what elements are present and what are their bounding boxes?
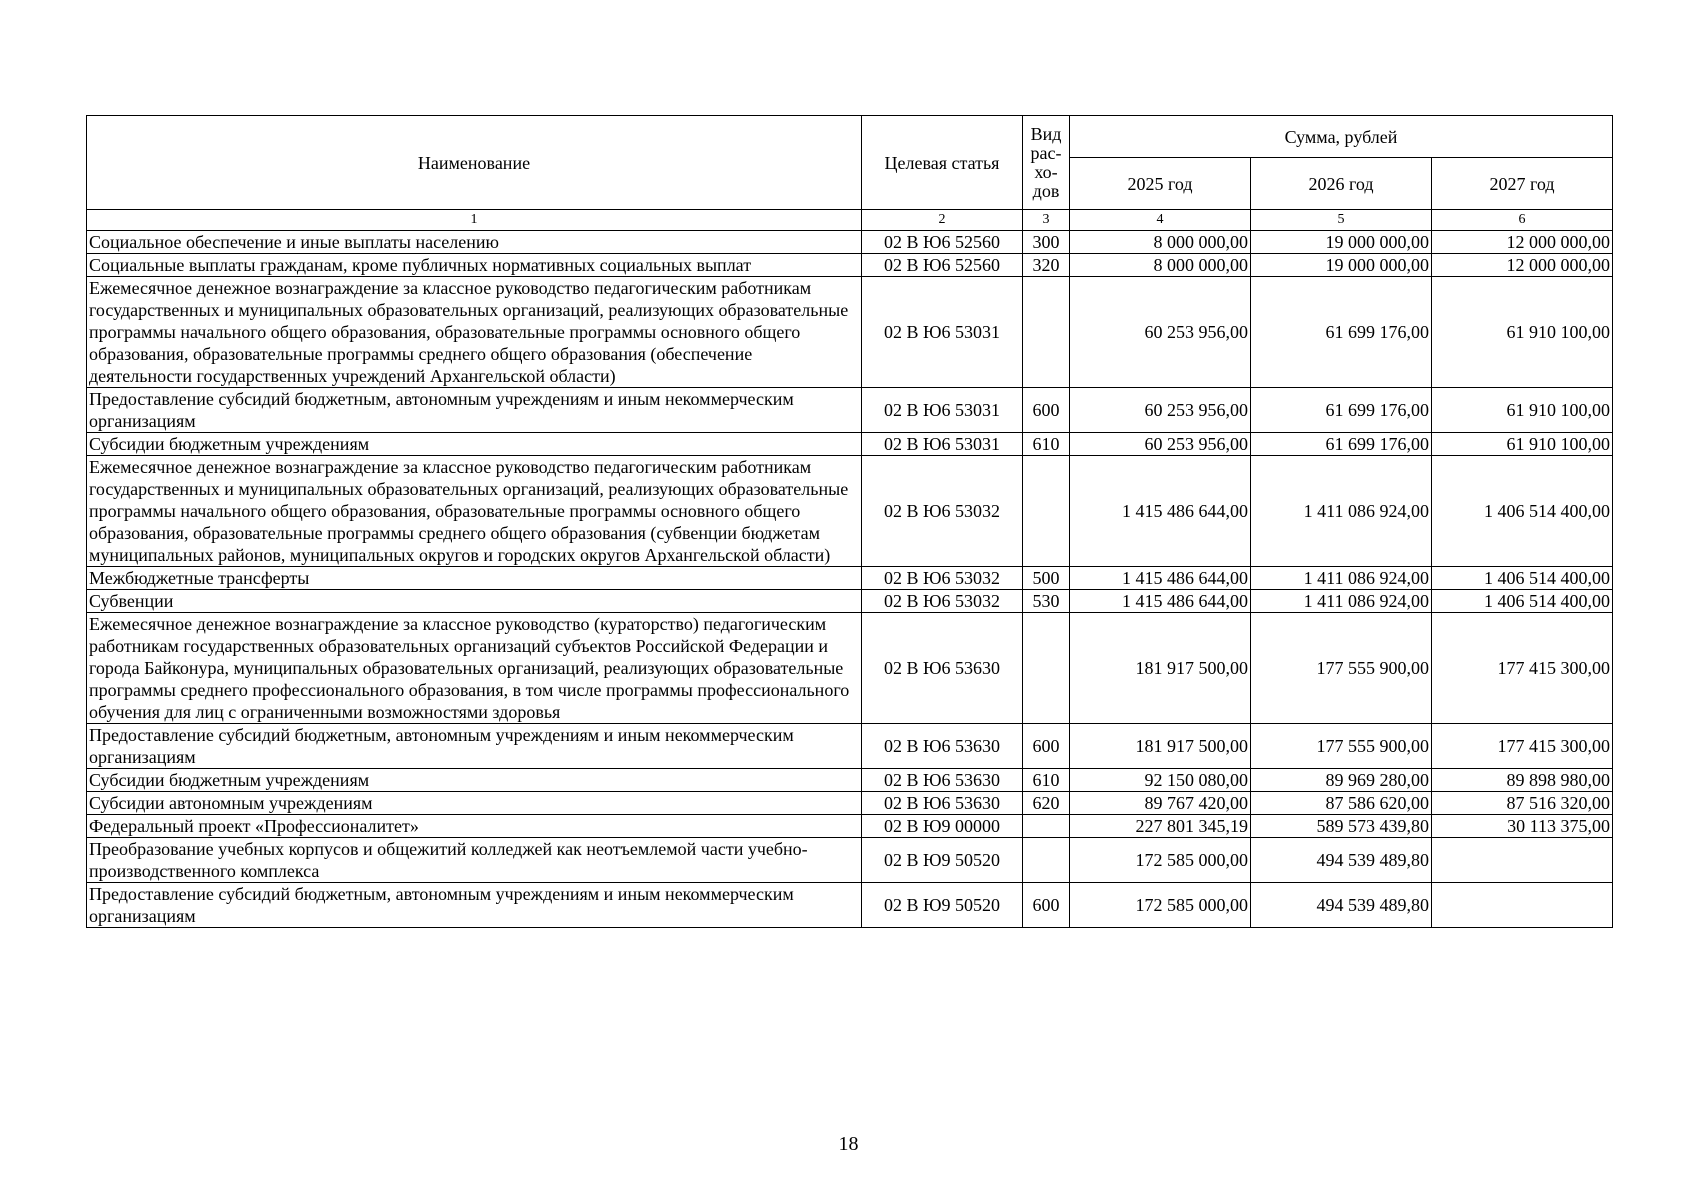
row-name: Ежемесячное денежное вознаграждение за классное руководство педагогическим работникам государственных и муниципальных образовательных организаций, реализующих образовательные программы начального общего образования, образовательные программы основного общего образования, образовательные программы среднего общего образования (обеспечение деятельности государственных учреждений Архангельской области) [87,277,862,388]
row-amount-2026: 494 539 489,80 [1251,883,1432,928]
row-amount-2026: 589 573 439,80 [1251,815,1432,838]
row-amount-2026: 177 555 900,00 [1251,724,1432,769]
row-target-code: 02 В Ю9 00000 [862,815,1023,838]
row-target-code: 02 В Ю6 53630 [862,792,1023,815]
header-year-2027: 2027 год [1432,158,1613,210]
row-expense-kind [1023,613,1070,724]
header-year-2025: 2025 год [1070,158,1251,210]
row-amount-2025: 181 917 500,00 [1070,613,1251,724]
row-amount-2025: 60 253 956,00 [1070,277,1251,388]
row-name: Социальные выплаты гражданам, кроме публичных нормативных социальных выплат [87,254,862,277]
table-row [87,433,1613,456]
table-body [87,231,1613,928]
row-expense-kind [1023,277,1070,388]
row-expense-kind: 610 [1023,769,1070,792]
row-name: Межбюджетные трансферты [87,567,862,590]
row-amount-2025: 8 000 000,00 [1070,254,1251,277]
row-target-code: 02 В Ю6 53032 [862,567,1023,590]
header-target: Целевая статья [862,116,1023,210]
row-name: Субсидии автономным учреждениям [87,792,862,815]
column-numbers-row [87,210,1613,231]
row-amount-2025: 92 150 080,00 [1070,769,1251,792]
row-target-code: 02 В Ю9 50520 [862,883,1023,928]
table-row [87,769,1613,792]
row-amount-2025: 60 253 956,00 [1070,433,1251,456]
row-amount-2027: 30 113 375,00 [1432,815,1613,838]
row-name: Ежемесячное денежное вознаграждение за классное руководство педагогическим работникам государственных и муниципальных образовательных организаций, реализующих образовательные программы начального общего образования, образовательные программы основного общего образования, образовательные программы среднего общего образования (субвенции бюджетам муниципальных районов, муниципальных округов и городских округов Архангельской области) [87,456,862,567]
column-number: 3 [1023,210,1070,231]
header-kind: Вид рас- хо- дов [1023,116,1070,210]
table-row [87,277,1613,388]
row-expense-kind [1023,456,1070,567]
row-amount-2025: 172 585 000,00 [1070,883,1251,928]
table-row [87,388,1613,433]
row-target-code: 02 В Ю6 53630 [862,724,1023,769]
row-target-code: 02 В Ю6 52560 [862,254,1023,277]
row-target-code: 02 В Ю6 53032 [862,456,1023,567]
row-name: Предоставление субсидий бюджетным, автономным учреждениям и иным некоммерческим организациям [87,388,862,433]
row-expense-kind: 600 [1023,883,1070,928]
row-expense-kind: 530 [1023,590,1070,613]
row-target-code: 02 В Ю6 53031 [862,277,1023,388]
table-row [87,456,1613,567]
row-expense-kind: 600 [1023,724,1070,769]
row-name: Субвенции [87,590,862,613]
row-amount-2027: 1 406 514 400,00 [1432,567,1613,590]
row-amount-2026: 89 969 280,00 [1251,769,1432,792]
table-row [87,792,1613,815]
row-amount-2027: 177 415 300,00 [1432,613,1613,724]
row-amount-2026: 61 699 176,00 [1251,277,1432,388]
header-name: Наименование [87,116,862,210]
table-row [87,254,1613,277]
row-amount-2025: 227 801 345,19 [1070,815,1251,838]
row-amount-2025: 1 415 486 644,00 [1070,567,1251,590]
row-amount-2027: 89 898 980,00 [1432,769,1613,792]
row-amount-2026: 19 000 000,00 [1251,254,1432,277]
row-target-code: 02 В Ю6 53031 [862,388,1023,433]
column-number: 2 [862,210,1023,231]
table-row [87,231,1613,254]
row-target-code: 02 В Ю6 53630 [862,613,1023,724]
row-amount-2025: 172 585 000,00 [1070,838,1251,883]
row-amount-2026: 61 699 176,00 [1251,388,1432,433]
table-row [87,883,1613,928]
row-name: Социальное обеспечение и иные выплаты населению [87,231,862,254]
row-target-code: 02 В Ю9 50520 [862,838,1023,883]
row-expense-kind [1023,838,1070,883]
row-expense-kind: 600 [1023,388,1070,433]
row-amount-2025: 1 415 486 644,00 [1070,456,1251,567]
row-expense-kind: 320 [1023,254,1070,277]
row-amount-2027: 61 910 100,00 [1432,388,1613,433]
table-row [87,567,1613,590]
column-number: 1 [87,210,862,231]
column-number: 5 [1251,210,1432,231]
table-row [87,815,1613,838]
row-target-code: 02 В Ю6 53630 [862,769,1023,792]
table-row [87,838,1613,883]
row-amount-2025: 8 000 000,00 [1070,231,1251,254]
row-amount-2027: 1 406 514 400,00 [1432,456,1613,567]
row-amount-2025: 60 253 956,00 [1070,388,1251,433]
row-amount-2027 [1432,883,1613,928]
header-sum: Сумма, рублей [1070,116,1613,158]
row-amount-2026: 177 555 900,00 [1251,613,1432,724]
table-row [87,590,1613,613]
table-row [87,724,1613,769]
row-amount-2025: 89 767 420,00 [1070,792,1251,815]
row-expense-kind [1023,815,1070,838]
row-amount-2025: 1 415 486 644,00 [1070,590,1251,613]
budget-table [86,115,1613,928]
row-amount-2026: 87 586 620,00 [1251,792,1432,815]
row-name: Федеральный проект «Профессионалитет» [87,815,862,838]
row-amount-2026: 494 539 489,80 [1251,838,1432,883]
row-amount-2027: 61 910 100,00 [1432,433,1613,456]
row-target-code: 02 В Ю6 53032 [862,590,1023,613]
table-header [87,116,1613,231]
row-amount-2027: 61 910 100,00 [1432,277,1613,388]
row-amount-2027: 1 406 514 400,00 [1432,590,1613,613]
page-number: 18 [838,1133,859,1155]
row-name: Ежемесячное денежное вознаграждение за классное руководство (кураторство) педагогическим работникам государственных образовательных организаций субъектов Российской Федерации и города Байконура, муниципальных образовательных организаций, реализующих образовательные программы среднего профессионального образования, в том числе программы профессионального обучения для лиц с ограниченными возможностями здоровья [87,613,862,724]
row-amount-2027: 12 000 000,00 [1432,254,1613,277]
row-amount-2026: 1 411 086 924,00 [1251,456,1432,567]
row-target-code: 02 В Ю6 52560 [862,231,1023,254]
row-name: Предоставление субсидий бюджетным, автономным учреждениям и иным некоммерческим организациям [87,724,862,769]
row-amount-2026: 1 411 086 924,00 [1251,567,1432,590]
table-row [87,613,1613,724]
row-name: Субсидии бюджетным учреждениям [87,769,862,792]
row-expense-kind: 610 [1023,433,1070,456]
row-name: Преобразование учебных корпусов и общежитий колледжей как неотъемлемой части учебно-производственного комплекса [87,838,862,883]
row-amount-2027: 177 415 300,00 [1432,724,1613,769]
row-amount-2026: 19 000 000,00 [1251,231,1432,254]
header-year-2026: 2026 год [1251,158,1432,210]
row-name: Предоставление субсидий бюджетным, автономным учреждениям и иным некоммерческим организациям [87,883,862,928]
row-amount-2026: 61 699 176,00 [1251,433,1432,456]
row-amount-2026: 1 411 086 924,00 [1251,590,1432,613]
row-amount-2027: 12 000 000,00 [1432,231,1613,254]
row-amount-2027: 87 516 320,00 [1432,792,1613,815]
column-number: 4 [1070,210,1251,231]
column-number: 6 [1432,210,1613,231]
row-expense-kind: 500 [1023,567,1070,590]
row-expense-kind: 300 [1023,231,1070,254]
row-expense-kind: 620 [1023,792,1070,815]
row-target-code: 02 В Ю6 53031 [862,433,1023,456]
row-amount-2025: 181 917 500,00 [1070,724,1251,769]
row-amount-2027 [1432,838,1613,883]
row-name: Субсидии бюджетным учреждениям [87,433,862,456]
